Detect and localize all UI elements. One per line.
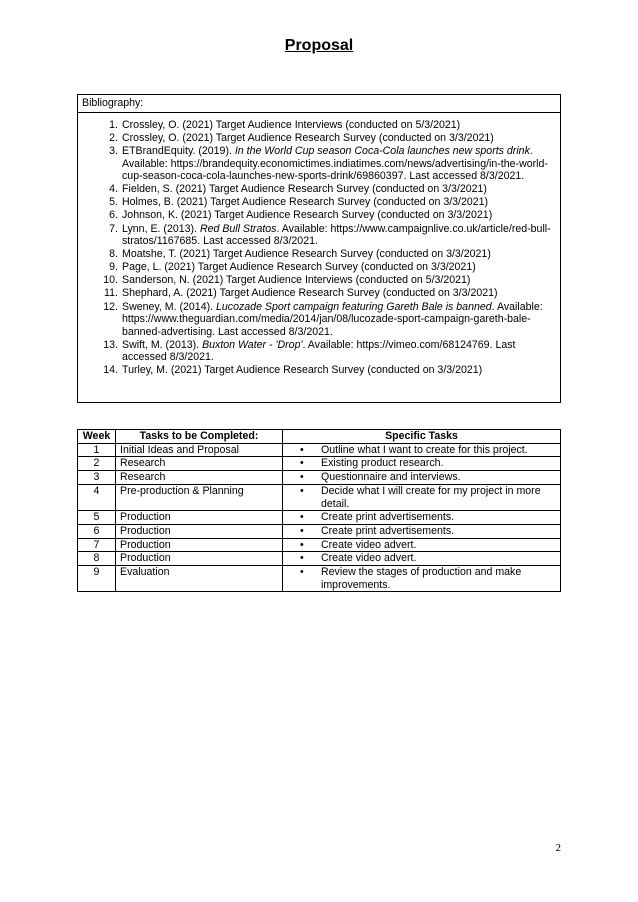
week-cell: 1: [78, 443, 116, 457]
reference-title: Buxton Water - 'Drop': [202, 338, 303, 351]
reference-number: 10.: [103, 274, 118, 287]
task-cell: Research: [116, 471, 283, 485]
reference-availability: . Available: https://vimeo.com/68124769. Last accessed 8/3/2021.: [122, 338, 516, 364]
reference-availability: . Available: https://brandequity.economictimes.indiatimes.com/news/advertising/in-the-world-cup-season-coca-cola-launches-new-sports-drink/69860397. Last accessed 8/3/2021.: [122, 145, 548, 183]
task-cell: Initial Ideas and Proposal: [116, 443, 283, 457]
reference-text: Holmes, B. (2021) Target Audience Research Survey (conducted on 3/3/2021): [122, 196, 489, 209]
specific-task-cell: [283, 443, 561, 457]
reference-item: [78, 196, 560, 209]
specific-task-cell: [283, 471, 561, 485]
task-cell: Evaluation: [116, 566, 283, 592]
specific-task-text: Create video advert.: [321, 538, 417, 551]
page-number: 2: [555, 842, 561, 854]
reference-number: 14.: [103, 364, 118, 377]
reference-item: [78, 183, 560, 196]
reference-text: Moatshe, T. (2021) Target Audience Research Survey (conducted on 3/3/2021): [122, 248, 491, 261]
specific-task-cell: [283, 524, 561, 538]
reference-text: Johnson, K. (2021) Target Audience Research Survey (conducted on 3/3/2021): [122, 209, 493, 222]
task-cell: Pre-production & Planning: [116, 484, 283, 510]
specific-task-text: Create print advertisements.: [321, 511, 455, 524]
table-row: [78, 538, 561, 552]
reference-text: Swift, M. (2013).: [122, 338, 203, 351]
reference-item: [78, 223, 560, 248]
reference-text: Fielden, S. (2021) Target Audience Research Survey (conducted on 3/3/2021): [122, 183, 487, 196]
header-specific-tasks: Specific Tasks: [283, 430, 561, 444]
table-row: [78, 552, 561, 566]
reference-item: [78, 301, 560, 339]
specific-task-cell: [283, 538, 561, 552]
reference-text: Page, L. (2021) Target Audience Research Survey (conducted on 3/3/2021): [122, 261, 476, 274]
table-row: [78, 511, 561, 525]
bullet-icon: •: [300, 484, 304, 497]
reference-title: In the World Cup season Coca-Cola launches new sports drink: [234, 145, 530, 158]
reference-item: [78, 261, 560, 274]
reference-text: Turley, M. (2021) Target Audience Research Survey (conducted on 3/3/2021): [122, 364, 483, 377]
reference-text: Sanderson, N. (2021) Target Audience Interviews (conducted on 5/3/2021): [122, 274, 471, 287]
reference-number: 4.: [109, 183, 118, 196]
reference-text: Sweney, M. (2014).: [122, 300, 217, 313]
specific-task-cell: [283, 566, 561, 592]
page-title: Proposal: [284, 37, 354, 54]
task-cell: Production: [116, 511, 283, 525]
specific-task-text: Outline what I want to create for this project.: [321, 443, 528, 456]
bullet-icon: •: [300, 566, 304, 579]
specific-task-text: Questionnaire and interviews.: [321, 471, 461, 484]
week-cell: 3: [78, 471, 116, 485]
reference-number: 11.: [104, 287, 118, 300]
bullet-icon: •: [300, 524, 304, 537]
week-cell: 4: [78, 484, 116, 510]
week-cell: 2: [78, 457, 116, 471]
bullet-icon: •: [300, 471, 304, 484]
table-header-row: [78, 430, 561, 444]
reference-item: [78, 145, 560, 183]
specific-task-cell: [283, 552, 561, 566]
week-cell: 6: [78, 524, 116, 538]
task-schedule-table: [77, 429, 561, 592]
reference-number: 6.: [109, 209, 118, 222]
reference-title: Red Bull Stratos: [199, 222, 277, 235]
bibliography-box: [77, 94, 561, 403]
specific-task-cell: [283, 457, 561, 471]
reference-availability: . Available: https://www.campaignlive.co.uk/article/red-bull-stratos/1167685. Last accessed 8/3/2021.: [122, 222, 551, 248]
bullet-icon: •: [300, 443, 304, 456]
reference-item: [78, 287, 560, 300]
week-cell: 5: [78, 511, 116, 525]
task-cell: Research: [116, 457, 283, 471]
reference-number: 5.: [109, 196, 118, 209]
reference-item: [78, 132, 560, 145]
reference-item: [78, 339, 560, 364]
week-cell: 8: [78, 552, 116, 566]
reference-number: 12.: [103, 300, 118, 313]
reference-number: 7.: [109, 222, 118, 235]
specific-task-text: Create print advertisements.: [321, 524, 455, 537]
task-cell: Production: [116, 538, 283, 552]
bullet-icon: •: [300, 457, 304, 470]
bullet-icon: •: [300, 538, 304, 551]
reference-item: [78, 119, 560, 132]
reference-item: [78, 209, 560, 222]
specific-task-text: Existing product research.: [321, 457, 444, 470]
table-row: [78, 471, 561, 485]
reference-item: [78, 248, 560, 261]
reference-text: Crossley, O. (2021) Target Audience Interviews (conducted on 5/3/2021): [122, 119, 461, 131]
reference-number: 3.: [109, 145, 118, 158]
table-row: [78, 457, 561, 471]
specific-task-text: Decide what I will create for my project in more detail.: [321, 484, 541, 510]
header-tasks: Tasks to be Completed:: [116, 430, 283, 444]
specific-task-text: Create video advert.: [321, 552, 417, 565]
reference-text: Crossley, O. (2021) Target Audience Research Survey (conducted on 3/3/2021): [122, 132, 494, 145]
reference-text: ETBrandEquity. (2019).: [122, 145, 235, 158]
reference-item: [78, 364, 560, 377]
task-cell: Production: [116, 552, 283, 566]
reference-number: 1.: [109, 119, 118, 131]
bullet-icon: •: [300, 552, 304, 565]
bullet-icon: •: [300, 511, 304, 524]
reference-text: Shephard, A. (2021) Target Audience Research Survey (conducted on 3/3/2021): [122, 287, 498, 300]
reference-title: Lucozade Sport campaign featuring Gareth Bale is banned: [216, 300, 492, 313]
reference-availability: . Available: https://www.theguardian.com/media/2014/jan/08/lucozade-sport-campaign-gareth-bale-banned-advertising. Last accessed 8/3/2021.: [122, 300, 543, 338]
reference-number: 13.: [103, 338, 118, 351]
task-cell: Production: [116, 524, 283, 538]
reference-number: 8.: [109, 248, 118, 261]
reference-text: Lynn, E. (2013).: [122, 222, 200, 235]
header-week: Week: [78, 430, 116, 444]
specific-task-cell: [283, 511, 561, 525]
reference-item: [78, 274, 560, 287]
table-row: [78, 443, 561, 457]
specific-task-cell: [283, 484, 561, 510]
reference-number: 2.: [109, 132, 118, 145]
week-cell: 9: [78, 566, 116, 592]
bibliography-heading: Bibliography:: [78, 95, 560, 113]
table-row: [78, 566, 561, 592]
table-row: [78, 524, 561, 538]
reference-number: 9.: [109, 261, 118, 274]
week-cell: 7: [78, 538, 116, 552]
table-row: [78, 484, 561, 510]
specific-task-text: Review the stages of production and make improvements.: [321, 566, 522, 591]
reference-list: [78, 119, 560, 377]
